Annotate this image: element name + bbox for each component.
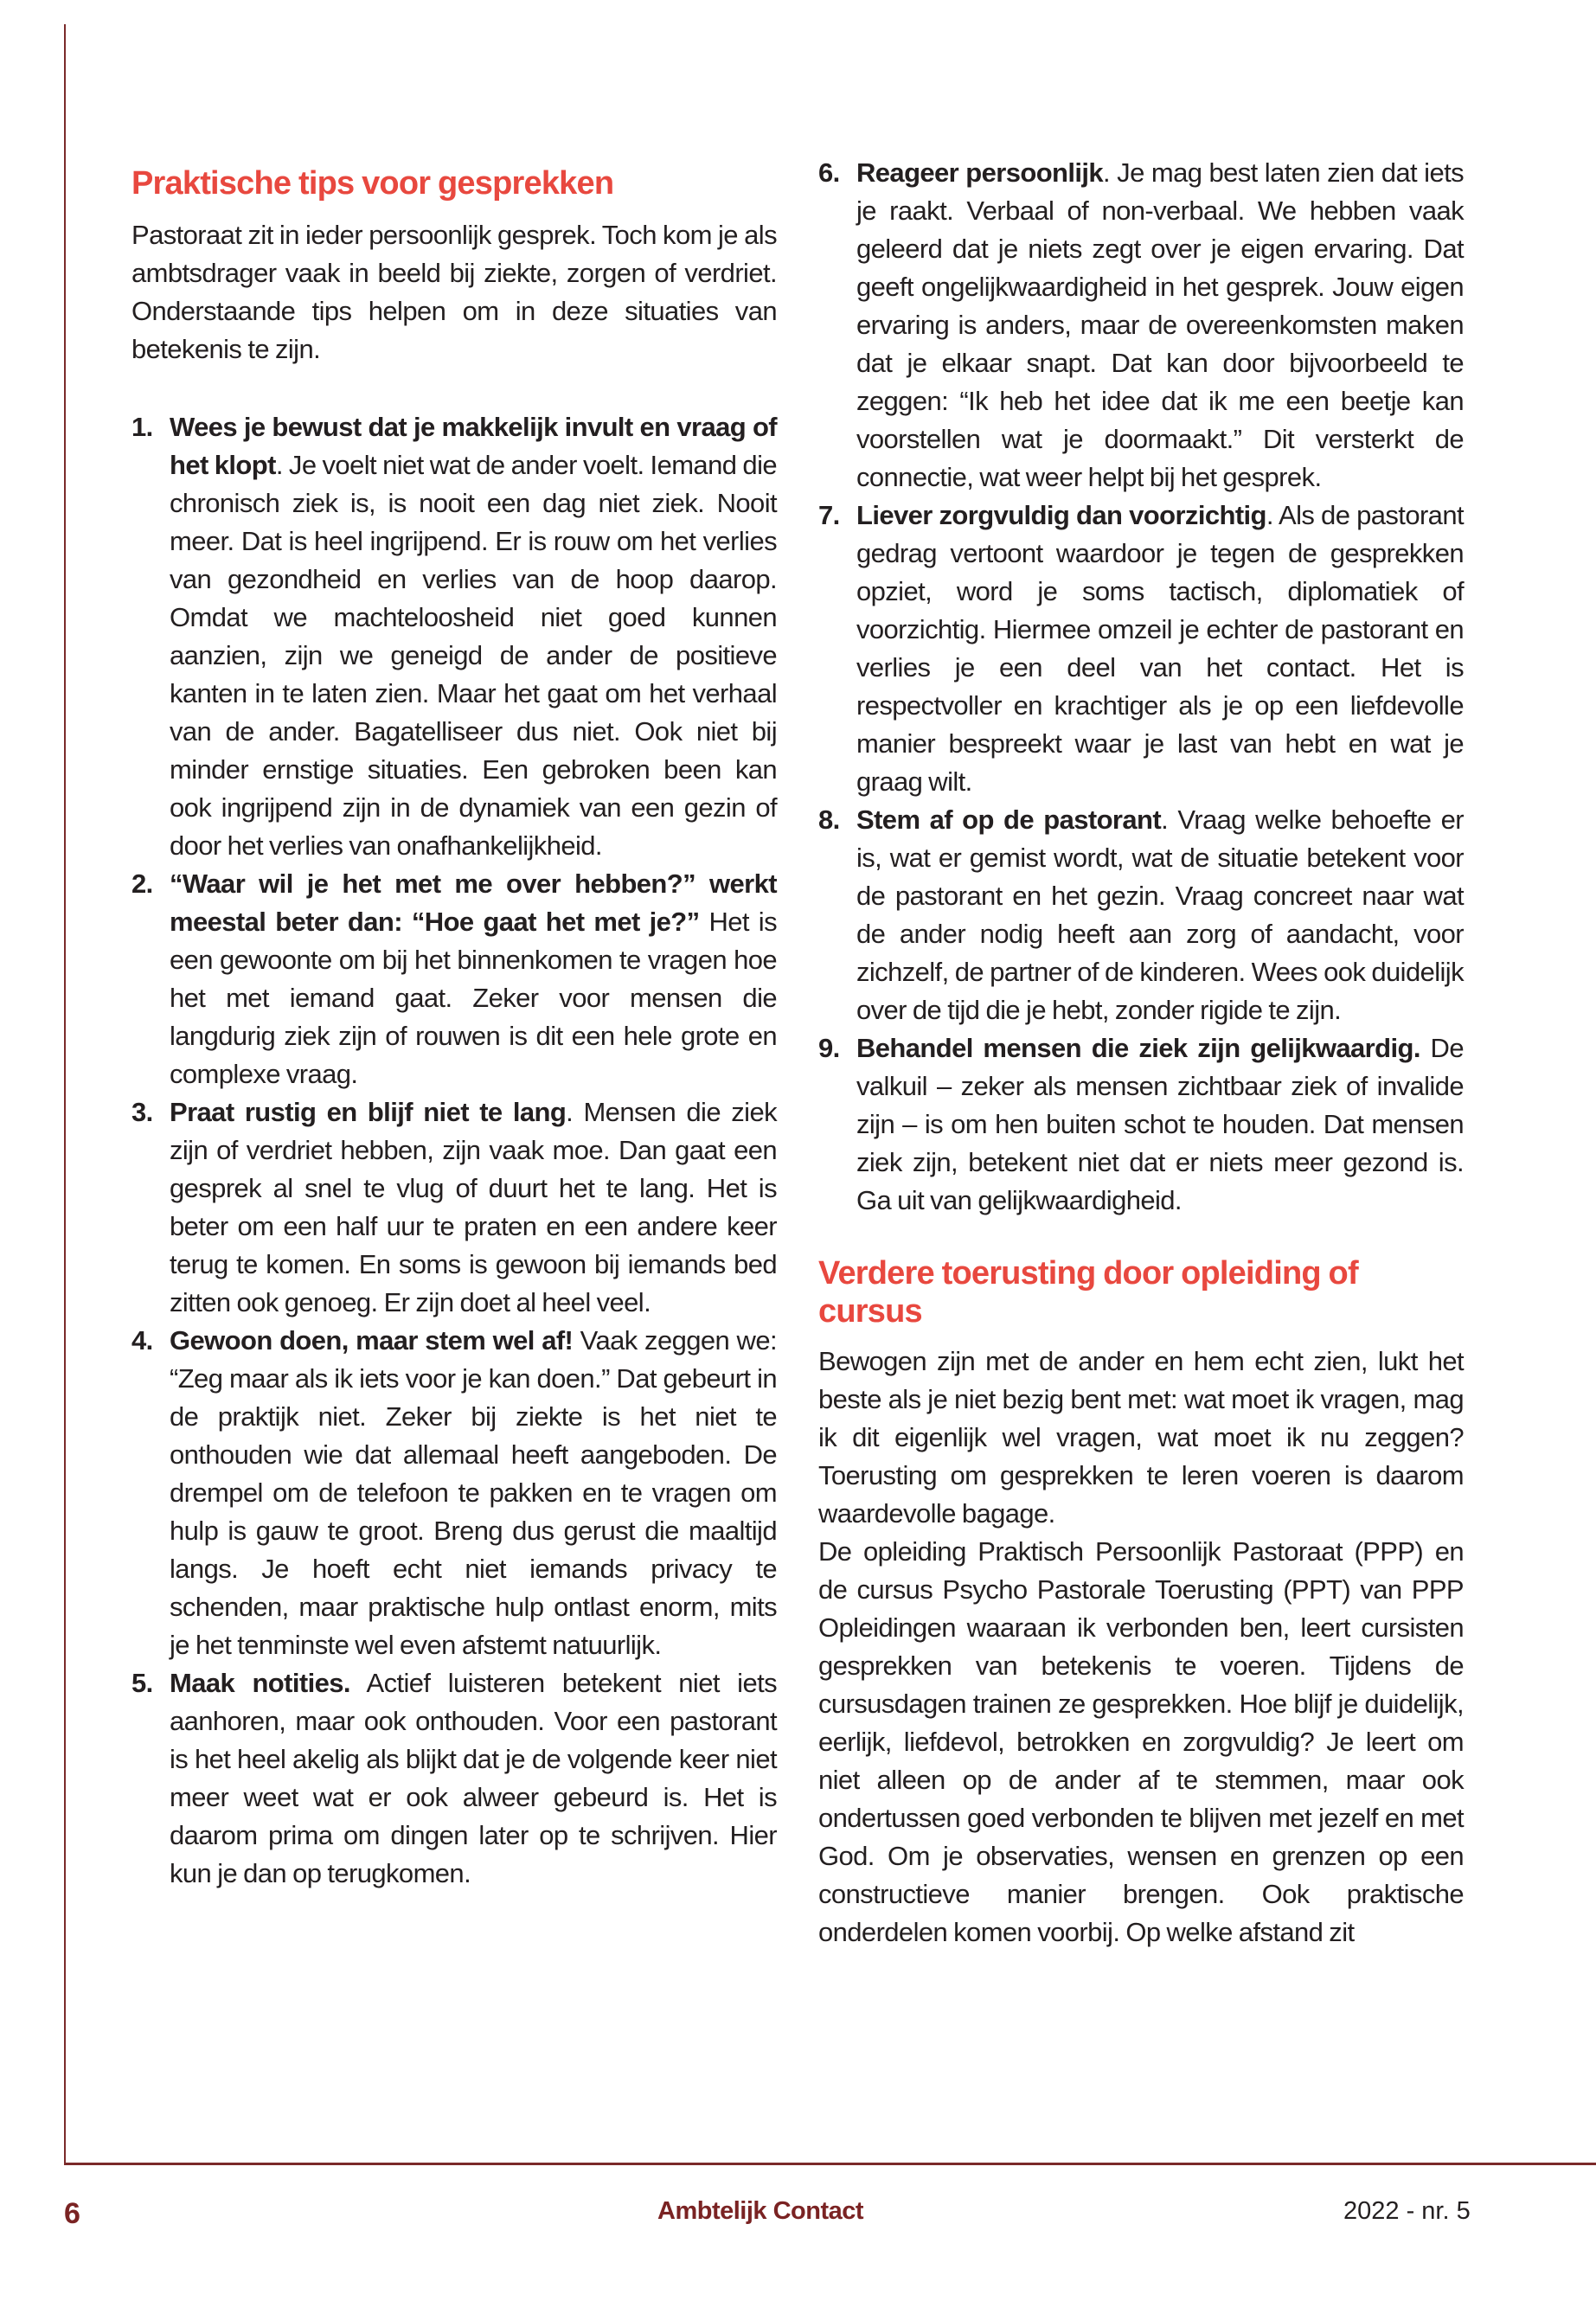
tip-item — [131, 1322, 777, 1664]
tip-text: . Mensen die ziek zijn of verdriet hebben, zijn vaak moe. Dan gaat een gesprek al snel te vlug of duurt het te lang. Het is beter om een half uur te praten en een andere keer terug te komen. En soms is gewoon bij iemands bed zitten ook genoeg. Er zijn doet al heel veel. — [170, 1097, 777, 1317]
body-paragraph: De opleiding Praktisch Persoonlijk Pastoraat (PPP) en de cursus Psycho Pastorale Toerusting (PPT) van PPP Opleidingen waaraan ik verbonden ben, leert cursisten gesprekken van betekenis te voeren. Tijdens de cursusdagen trainen ze gesprekken. Hoe blijf je duidelijk, eerlijk, liefdevol, betrokken en zorgvuldig? Je leert om niet alleen op de ander af te stemmen, maar ook ondertussen goed verbonden te blijven met jezelf en met God. Om je observaties, wensen en grenzen op een constructieve manier brengen. Ook praktische onderdelen komen voorbij. Op welke afstand zit — [818, 1536, 1464, 1947]
tip-text: . Als de pastorant gedrag vertoont waardoor je tegen de gesprekken opziet, word je soms tactisch, diplomatiek of voorzichtig. Hiermee omzeil je echter de pastorant en verlies je een deel van het contact. Het is respectvoller en krachtiger als je op een liefdevolle manier bespreekt waar je last van hebt en wat je graag wilt. — [856, 500, 1464, 797]
tip-item — [131, 1664, 777, 1893]
tip-title: Gewoon doen, maar stem wel af! — [170, 1325, 574, 1356]
tip-text: Het is een gewoonte om bij het binnenkomen te vragen hoe het met iemand gaat. Zeker voor mensen die langdurig ziek zijn of rouwen is dit een hele grote en complexe vraag. — [170, 907, 777, 1089]
tip-number: 8. — [818, 804, 840, 835]
issue-label: 2022 - nr. 5 — [1343, 2197, 1471, 2225]
tip-number: 7. — [818, 500, 840, 530]
tips-list-continued — [818, 154, 1464, 1220]
tip-title: Reageer persoonlijk — [856, 157, 1104, 188]
section-heading: Verdere toerusting door opleiding of cursus — [818, 1255, 1358, 1330]
left-margin-rule — [64, 24, 66, 2164]
tip-item — [818, 154, 1464, 497]
tip-number: 4. — [131, 1325, 153, 1356]
tip-item — [131, 408, 777, 865]
page-number: 6 — [64, 2197, 80, 2230]
tip-text: . Vraag welke behoefte er is, wat er gemist wordt, wat de situatie betekent voor de pastorant en het gezin. Vraag concreet naar wat de ander nodig heeft aan zorg of aandacht, voor zichzelf, de partner of de kinderen. Wees ook duidelijk over de tijd die je hebt, zonder rigide te zijn. — [856, 804, 1464, 1025]
tip-text: . Je voelt niet wat de ander voelt. Iemand die chronisch ziek is, is nooit een dag niet ziek. Nooit meer. Dat is heel ingrijpend. Er is rouw om het verlies van gezondheid en verlies van de hoop daarop. Omdat we machteloosheid niet goed kunnen aanzien, zijn we geneigd de ander de positieve kanten in te laten zien. Maar het gaat om het verhaal van de ander. Bagatelliseer dus niet. Ook niet bij minder ernstige situaties. Een gebroken been kan ook ingrijpend zijn in de dynamiek van een gezin of door het verlies van onafhankelijkheid. — [170, 450, 777, 861]
tip-text: De valkuil – zeker als mensen zichtbaar ziek of invalide zijn – is om hen buiten schot te houden. Dat mensen ziek zijn, betekent niet dat er niets meer gezond is. Ga uit van gelijkwaardigheid. — [856, 1033, 1464, 1215]
tip-item — [818, 497, 1464, 801]
tip-title: Behandel mensen die ziek zijn gelijkwaardig. — [856, 1033, 1420, 1063]
tip-number: 2. — [131, 868, 153, 899]
tip-item — [818, 1029, 1464, 1220]
magazine-title: Ambtelijk Contact — [657, 2197, 864, 2225]
tip-item — [131, 865, 777, 1093]
tip-title: Wees je bewust dat je makkelijk invult en vraag of het klopt — [170, 412, 777, 480]
tip-number: 6. — [818, 157, 840, 188]
tip-title: Liever zorgvuldig dan voorzichtig — [856, 500, 1266, 530]
tip-number: 5. — [131, 1668, 153, 1698]
tip-text: Vaak zeggen we: “Zeg maar als ik iets voor je kan doen.” Dat gebeurt in de praktijk niet. Zeker bij ziekte is het niet te onthouden wie dat allemaal heeft aangeboden. De drempel om de telefoon te pakken en te vragen om hulp is gauw te groot. Breng dus gerust die maaltijd langs. Je hoeft echt niet iemands privacy te schenden, maar praktische hulp ontlast enorm, mits je het tenminste wel even afstemt natuurlijk. — [170, 1325, 777, 1660]
section-heading: Praktische tips voor gesprekken — [131, 165, 614, 202]
body-paragraph: Bewogen zijn met de ander en hem echt zien, lukt het beste als je niet bezig bent met: wat moet ik vragen, mag ik dit eigenlijk wel vragen, wat moet ik nu zeggen? Toerusting om gesprekken te leren voeren is daarom waardevolle bagage. — [818, 1346, 1464, 1529]
column-right — [818, 154, 1464, 1952]
intro-paragraph: Pastoraat zit in ieder persoonlijk gesprek. Toch kom je als ambtsdrager vaak in beeld bij ziekte, zorgen of verdriet. Onderstaande tips helpen om in deze situaties van betekenis te zijn. — [131, 220, 777, 364]
bottom-rule — [64, 2163, 1596, 2165]
tip-title: Maak notities. — [170, 1668, 350, 1698]
tip-item — [131, 1093, 777, 1322]
tip-item — [818, 801, 1464, 1029]
tip-text: Actief luisteren betekent niet iets aanhoren, maar ook onthouden. Voor een pastorant is het heel akelig als blijkt dat je de volgende keer niet meer weet wat er ook alweer gebeurd is. Het is daarom prima om dingen later op te schrijven. Hier kun je dan op terugkomen. — [170, 1668, 777, 1888]
tip-title: Stem af op de pastorant — [856, 804, 1162, 835]
tips-list — [131, 408, 777, 1893]
tip-text: . Je mag best laten zien dat iets je raakt. Verbaal of non-verbaal. We hebben vaak geleerd dat je niets zegt over je eigen ervaring. Dat geeft ongelijkwaardigheid in het gesprek. Jouw eigen ervaring is anders, maar de overeenkomsten maken dat je elkaar snapt. Dat kan door bijvoorbeeld te zeggen: “Ik heb het idee dat ik me een beetje kan voorstellen wat je doormaakt.” Dit versterkt de connectie, wat weer helpt bij het gesprek. — [856, 157, 1464, 492]
tip-number: 1. — [131, 412, 153, 442]
tip-title: “Waar wil je het met me over hebben?” werkt meestal beter dan: “Hoe gaat het met je?” — [170, 868, 777, 937]
tip-number: 9. — [818, 1033, 840, 1063]
tip-title: Praat rustig en blijf niet te lang — [170, 1097, 567, 1127]
column-left — [131, 164, 777, 1893]
tip-number: 3. — [131, 1097, 153, 1127]
